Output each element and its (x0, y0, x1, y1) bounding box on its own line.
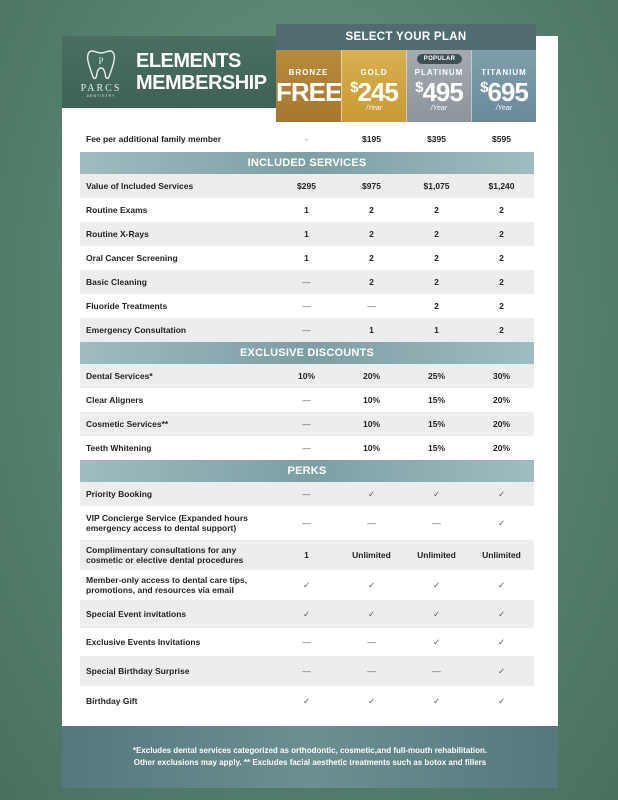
plan-price: $495 (415, 77, 463, 107)
table-cell: 1 (434, 325, 439, 335)
fee-row (80, 126, 534, 152)
table-row (80, 570, 534, 600)
plan-titanium[interactable] (471, 50, 536, 122)
plan-gold[interactable] (341, 50, 406, 122)
row-label: Teeth Whitening (86, 443, 152, 453)
table-row (80, 364, 534, 388)
table-row (80, 198, 534, 222)
brand-header (62, 36, 276, 108)
row-label: Oral Cancer Screening (86, 253, 178, 263)
page-title (136, 50, 267, 94)
title-line-1: ELEMENTS (136, 50, 241, 72)
table-cell: - (305, 134, 308, 144)
check-icon: ✓ (432, 636, 441, 647)
table-row (80, 412, 534, 436)
table-row (80, 482, 534, 506)
check-icon: ✓ (432, 608, 441, 619)
table-cell: $295 (297, 181, 316, 191)
table-row (80, 174, 534, 198)
row-label: Routine X-Rays (86, 229, 149, 239)
section-header: EXCLUSIVE DISCOUNTS (80, 342, 534, 364)
table-cell: — (302, 518, 311, 528)
plan-name: TITANIUM (481, 68, 527, 77)
plan-price: $695 (480, 77, 528, 107)
table-cell: — (367, 666, 376, 676)
row-label: Complimentary consultations for any cosmetic or elective dental procedures (86, 545, 244, 565)
table-cell: 1 (369, 325, 374, 335)
section-header: INCLUDED SERVICES (80, 152, 534, 174)
check-icon: ✓ (367, 579, 376, 590)
parcs-logo (70, 42, 132, 102)
check-icon: ✓ (367, 695, 376, 706)
table-cell: 15% (427, 443, 445, 453)
check-icon: ✓ (497, 665, 506, 676)
table-cell: 20% (492, 395, 510, 405)
table-cell: — (432, 666, 441, 676)
table-row (80, 540, 534, 570)
table-row (80, 628, 534, 656)
check-icon: ✓ (432, 579, 441, 590)
comparison-table (80, 126, 534, 716)
row-label: Member-only access to dental care tips, promotions, and resources via email (86, 575, 248, 595)
table-cell: $395 (427, 134, 446, 144)
row-label: Fee per additional family member (86, 134, 222, 144)
table-cell: 2 (499, 325, 504, 335)
table-cell: 1 (304, 253, 309, 263)
plan-name: GOLD (360, 68, 388, 77)
table-row (80, 686, 534, 716)
footnote-line-1: *Excludes dental services categorized as orthodontic, cosmetic,and full-mouth rehabilitation. (132, 746, 488, 755)
plan-platinum[interactable] (406, 50, 471, 122)
table-cell: — (302, 395, 311, 405)
table-cell: — (302, 637, 311, 647)
table-cell: 20% (492, 419, 510, 429)
table-cell: 2 (434, 229, 439, 239)
table-cell: 20% (492, 443, 510, 453)
table-cell: 2 (434, 205, 439, 215)
table-cell: 2 (499, 205, 504, 215)
check-icon: ✓ (367, 488, 376, 499)
table-cell: — (302, 666, 311, 676)
table-row (80, 246, 534, 270)
table-cell: — (432, 518, 441, 528)
table-cell: Unlimited (482, 550, 521, 560)
check-icon: ✓ (302, 695, 311, 706)
table-cell: 10% (362, 443, 380, 453)
table-cell: 2 (434, 301, 439, 311)
table-cell: — (367, 637, 376, 647)
table-row (80, 436, 534, 460)
logo-subtext: DENTISTRY (86, 93, 116, 98)
table-cell: — (302, 277, 311, 287)
row-label: Routine Exams (86, 205, 148, 215)
row-label: Priority Booking (86, 489, 153, 499)
row-label: Exclusive Events Invitations (86, 637, 201, 647)
table-cell: — (367, 301, 376, 311)
footnote (62, 726, 558, 788)
row-label: Clear Aligners (86, 395, 144, 405)
check-icon: ✓ (497, 636, 506, 647)
table-cell: 25% (427, 371, 445, 381)
table-row (80, 222, 534, 246)
table-cell: Unlimited (417, 550, 456, 560)
table-cell: 2 (369, 205, 374, 215)
check-icon: ✓ (497, 695, 506, 706)
table-cell: $195 (362, 134, 381, 144)
check-icon: ✓ (497, 488, 506, 499)
table-cell: — (302, 489, 311, 499)
table-cell: 15% (427, 395, 445, 405)
plan-period: /Year (365, 105, 383, 112)
table-cell: 2 (499, 253, 504, 263)
row-label: Cosmetic Services** (86, 419, 169, 429)
row-label: Dental Services* (86, 371, 153, 381)
check-icon: ✓ (302, 608, 311, 619)
plan-name: PLATINUM (414, 68, 464, 77)
title-line-2: MEMBERSHIP (136, 72, 267, 94)
table-row (80, 600, 534, 628)
table-cell: 2 (499, 301, 504, 311)
table-cell: $1,075 (423, 181, 450, 191)
table-cell: 2 (434, 277, 439, 287)
table-row (80, 656, 534, 686)
check-icon: ✓ (497, 579, 506, 590)
section-header: PERKS (80, 460, 534, 482)
svg-text:P: P (98, 55, 104, 66)
check-icon: ✓ (367, 608, 376, 619)
table-cell: 30% (492, 371, 510, 381)
table-cell: 1 (304, 205, 309, 215)
row-label: Basic Cleaning (86, 277, 147, 287)
footnote-line-2: Other exclusions may apply. ** Excludes facial aesthetic treatments such as botox and fillers (133, 758, 487, 767)
check-icon: ✓ (302, 579, 311, 590)
table-cell: 1 (304, 550, 309, 560)
row-label: Value of Included Services (86, 181, 194, 191)
table-cell: 15% (427, 419, 445, 429)
table-cell: 2 (434, 253, 439, 263)
table-row (80, 270, 534, 294)
table-cell: 2 (499, 229, 504, 239)
table-cell: — (367, 518, 376, 528)
plan-bronze[interactable] (276, 50, 341, 122)
row-label: VIP Concierge Service (Expanded hours emergency access to dental support) (86, 513, 248, 533)
plan-price: FREE (276, 77, 342, 107)
row-label: Special Event invitations (86, 609, 187, 619)
table-cell: 2 (369, 253, 374, 263)
table-cell: $595 (492, 134, 511, 144)
table-cell: Unlimited (352, 550, 391, 560)
table-row (80, 506, 534, 540)
table-cell: 10% (297, 371, 315, 381)
table-cell: — (302, 301, 311, 311)
check-icon: ✓ (432, 695, 441, 706)
plan-price: $245 (350, 77, 398, 107)
popular-badge: POPULAR (417, 54, 462, 64)
table-cell: — (302, 325, 311, 335)
table-cell: 10% (362, 395, 380, 405)
table-cell: $975 (362, 181, 381, 191)
plan-columns (276, 50, 536, 122)
table-cell: — (302, 419, 311, 429)
row-label: Fluoride Treatments (86, 301, 168, 311)
row-label: Birthday Gift (86, 696, 138, 706)
row-label: Emergency Consultation (86, 325, 187, 335)
plan-name: BRONZE (288, 68, 329, 77)
plan-period: /Year (430, 105, 448, 112)
table-cell: 2 (369, 277, 374, 287)
table-cell: 10% (362, 419, 380, 429)
table-cell: — (302, 443, 311, 453)
check-icon: ✓ (497, 517, 506, 528)
logo-name: PARCS (80, 82, 122, 94)
row-label: Special Birthday Surprise (86, 666, 190, 676)
table-cell: 2 (499, 277, 504, 287)
table-cell: 2 (369, 229, 374, 239)
table-cell: 1 (304, 229, 309, 239)
table-row (80, 294, 534, 318)
check-icon: ✓ (432, 488, 441, 499)
tooth-logo-icon (86, 47, 116, 81)
select-plan-header: SELECT YOUR PLAN (276, 24, 536, 50)
plan-period: /Year (495, 105, 513, 112)
table-row (80, 318, 534, 342)
check-icon: ✓ (497, 608, 506, 619)
table-row (80, 388, 534, 412)
table-cell: $1,240 (488, 181, 515, 191)
table-cell: 20% (362, 371, 380, 381)
